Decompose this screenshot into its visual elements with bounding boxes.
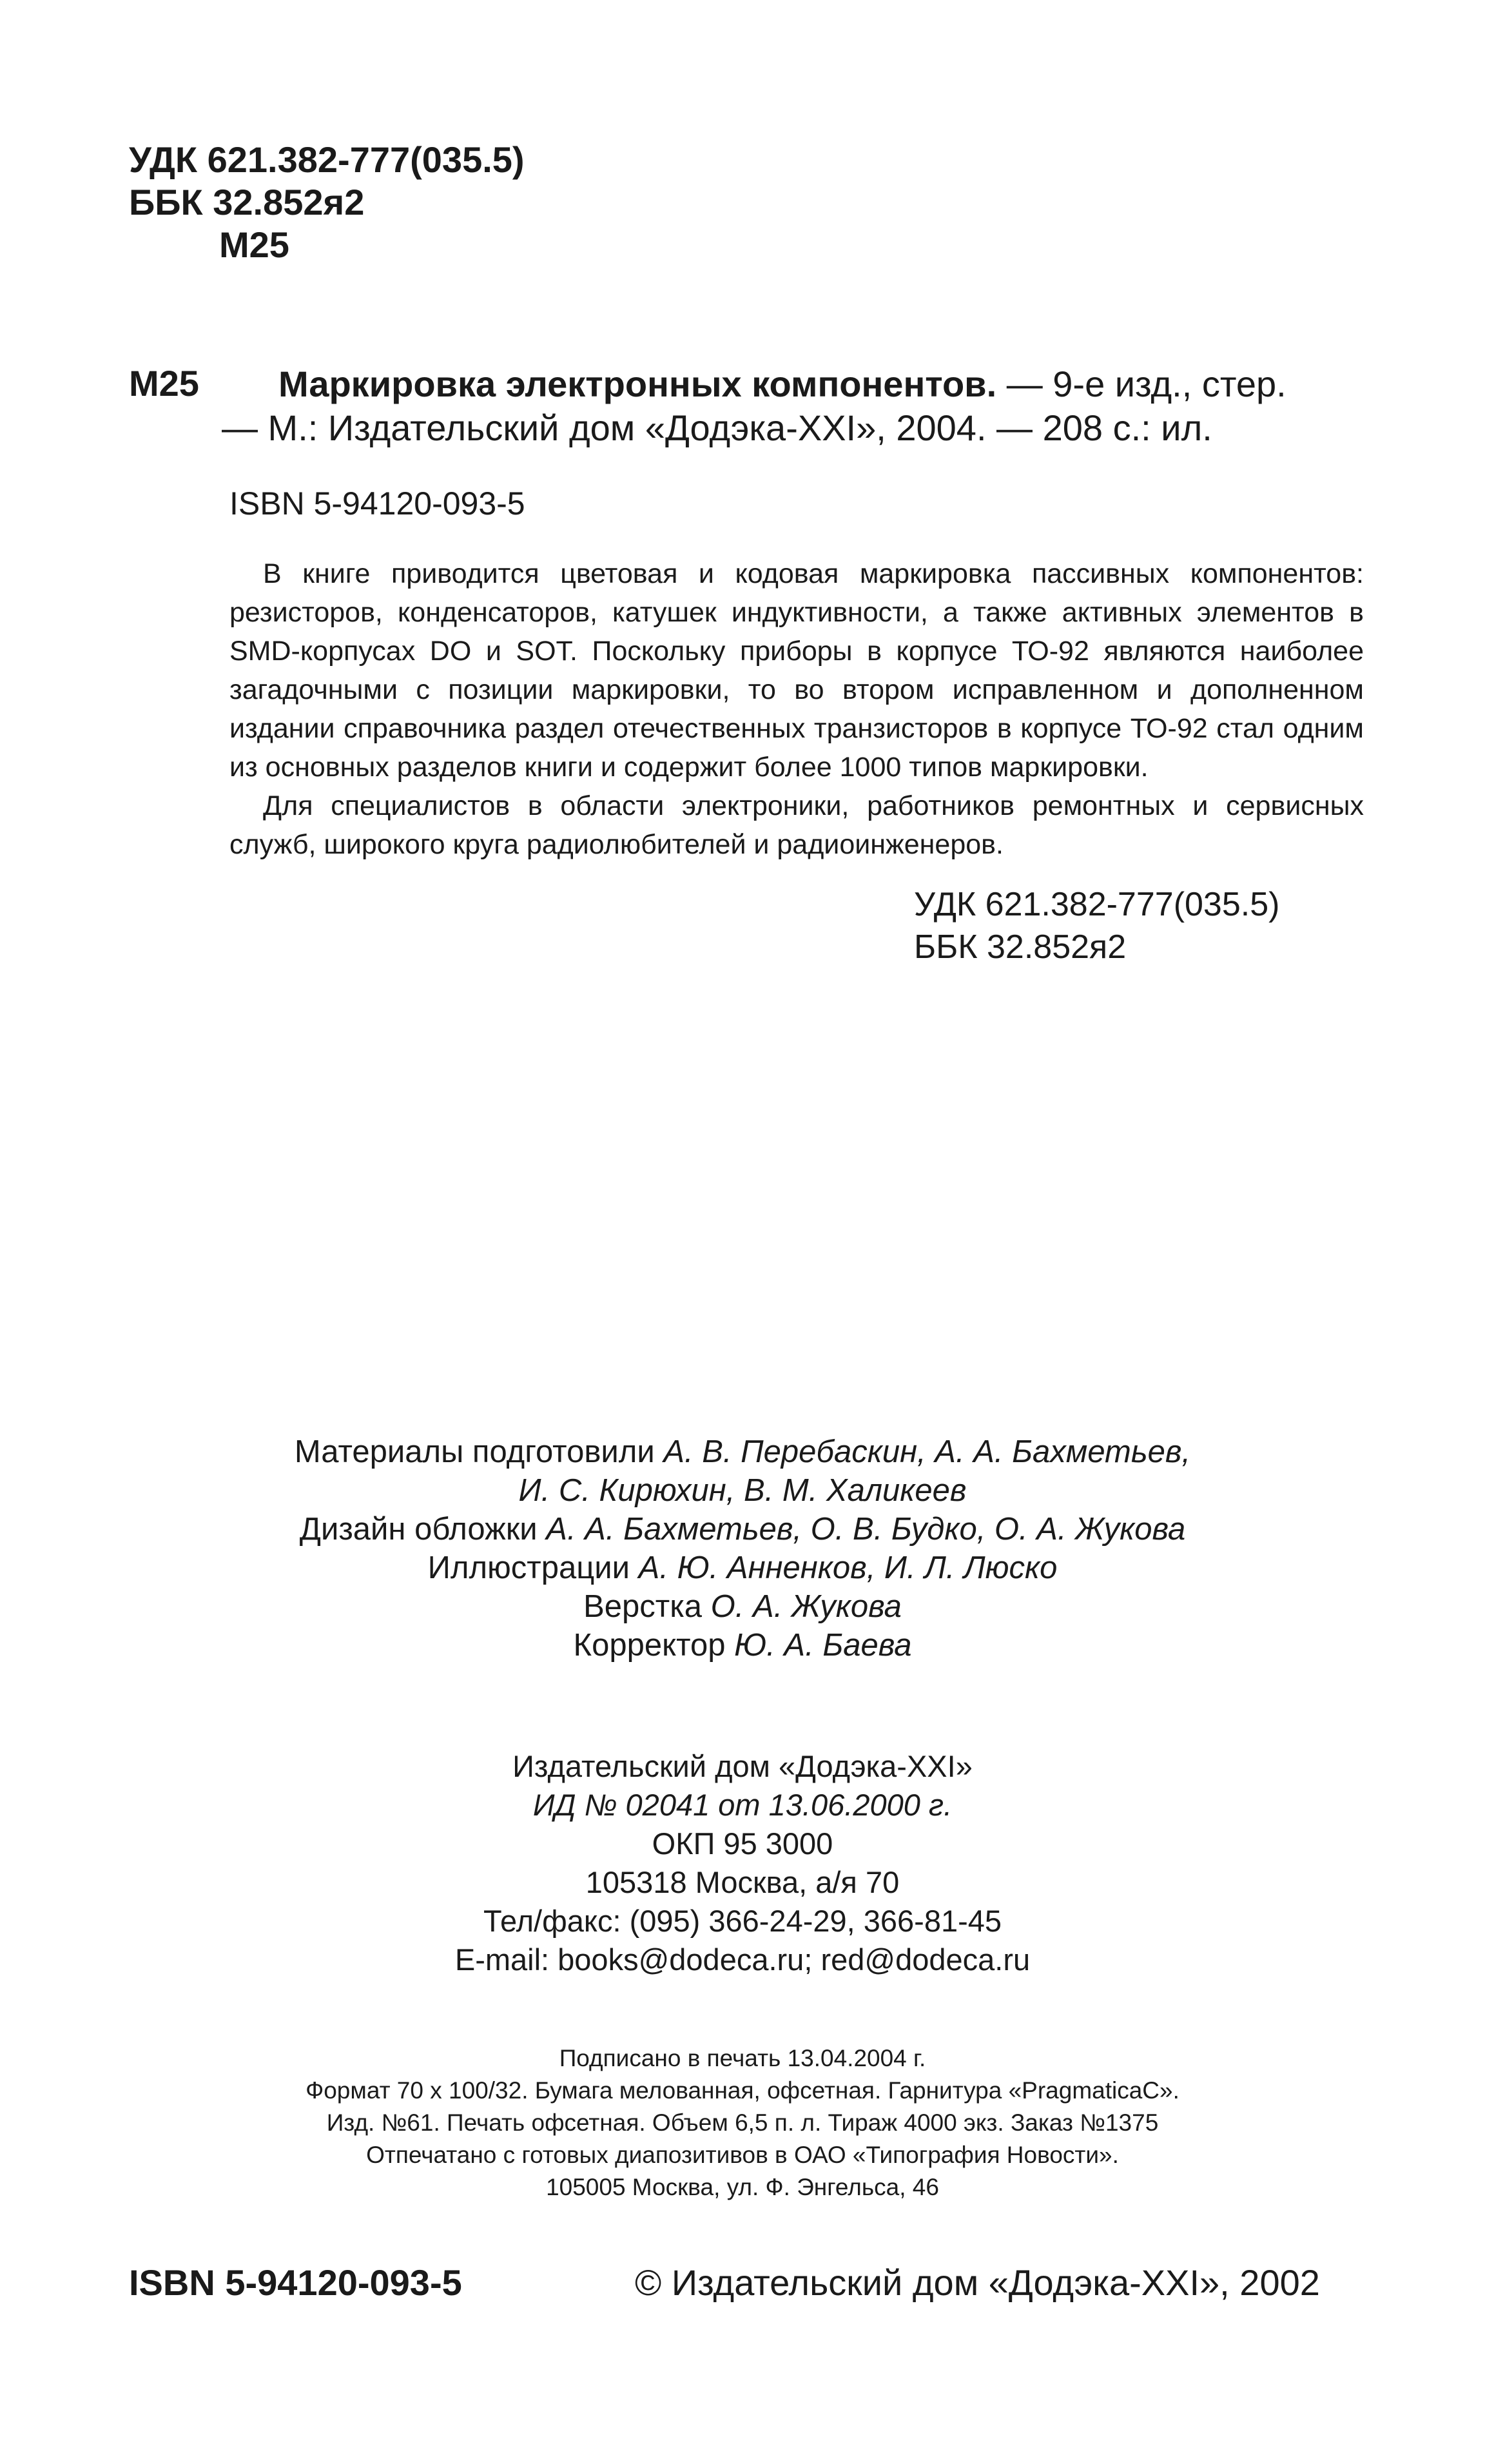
udk-code-right: УДК 621.382-777(035.5): [914, 886, 1280, 923]
credits-layout: [0, 1587, 1485, 1626]
credits-cover-names: А. А. Бахметьев, О. В. Будко, О. А. Жукова: [546, 1512, 1186, 1547]
credits-corrector-label: Корректор: [573, 1628, 735, 1663]
edition-info: — 9-е изд., стер.: [996, 364, 1286, 404]
publication-info: — М.: Издательский дом «Додэка-XXI», 2004. — 208 с.: ил.: [222, 407, 1212, 448]
classification-codes: [129, 139, 525, 266]
publisher-address: 105318 Москва, а/я 70: [585, 1865, 900, 1899]
imprint-order: Изд. №61. Печать офсетная. Объем 6,5 п. л. Тираж 4000 экз. Заказ №1375: [326, 2109, 1159, 2136]
publisher-okp: ОКП 95 3000: [652, 1826, 833, 1861]
credits-corrector-names: Ю. А. Баева: [734, 1628, 912, 1663]
imprint-printer-address: 105005 Москва, ул. Ф. Энгельса, 46: [546, 2174, 939, 2200]
imprint-format: Формат 70 х 100/32. Бумага мелованная, офсетная. Гарнитура «PragmaticaC».: [306, 2077, 1179, 2104]
credits-illustrations-label: Иллюстрации: [427, 1550, 639, 1585]
imprint-printed: Отпечатано с готовых диапозитивов в ОАО «Типография Новости».: [366, 2142, 1119, 2168]
udk-code: УДК 621.382-777(035.5): [129, 139, 525, 180]
author-mark: М25: [219, 224, 289, 265]
credits-layout-names: О. А. Жукова: [710, 1589, 902, 1624]
classification-codes-right: [914, 883, 1279, 968]
publisher-phone: Тел/факс: (095) 366-24-29, 366-81-45: [483, 1904, 1002, 1938]
credits-illustrations: [0, 1549, 1485, 1587]
credits-layout-label: Верстка: [583, 1589, 711, 1624]
publisher-email: E-mail: books@dodeca.ru; red@dodeca.ru: [454, 1942, 1031, 1977]
entry-author-mark: М25: [129, 363, 199, 404]
bbk-code: ББК 32.852я2: [129, 182, 365, 222]
bibliographic-entry: [222, 362, 1374, 450]
publisher-name: Издательский дом «Додэка-XXI»: [512, 1749, 973, 1783]
publisher-info: [0, 1747, 1485, 1979]
credits-materials: [0, 1432, 1485, 1471]
isbn-top: ISBN 5-94120-093-5: [229, 485, 525, 522]
copyright: © Издательский дом «Додэка-XXI», 2002: [635, 2262, 1320, 2303]
abstract: [229, 554, 1364, 864]
publisher-license: ИД № 02041 от 13.06.2000 г.: [532, 1788, 953, 1822]
credits: [0, 1432, 1485, 1665]
isbn-bottom: ISBN 5-94120-093-5: [129, 2262, 462, 2303]
imprint-signed: Подписано в печать 13.04.2004 г.: [559, 2045, 926, 2071]
credits-materials-label: Материалы подготовили: [294, 1434, 664, 1469]
abstract-paragraph-2: Для специалистов в области электроники, работников ремонтных и сервисных служб, широкого круга радиолюбителей и радиоинженеров.: [229, 790, 1364, 860]
credits-materials-names: А. В. Перебаскин, А. А. Бахметьев,: [663, 1434, 1191, 1469]
abstract-paragraph-1: В книге приводится цветовая и кодовая маркировка пассивных компонентов: резисторов, конденсаторов, катушек индуктивности, а также активных элементов в SMD-корпусах DO и SOT. Поскольку приборы в корпусе ТО-92 являются наиболее загадочными с позиции маркировки, то во втором исправленном и дополненном издании справочника раздел отечественных транзисторов в корпусе ТО-92 стал одним из основных разделов книги и содержит более 1000 типов маркировки.: [229, 558, 1364, 783]
credits-materials-names-2: И. С. Кирюхин, В. М. Халикеев: [518, 1473, 967, 1508]
credits-illustrations-names: А. Ю. Анненков, И. Л. Люско: [638, 1550, 1058, 1585]
credits-cover: [0, 1510, 1485, 1549]
imprint: [0, 2042, 1485, 2204]
bbk-code-right: ББК 32.852я2: [914, 928, 1127, 966]
credits-corrector: [0, 1626, 1485, 1665]
book-title: Маркировка электронных компонентов.: [278, 364, 997, 404]
credits-cover-label: Дизайн обложки: [299, 1512, 547, 1547]
